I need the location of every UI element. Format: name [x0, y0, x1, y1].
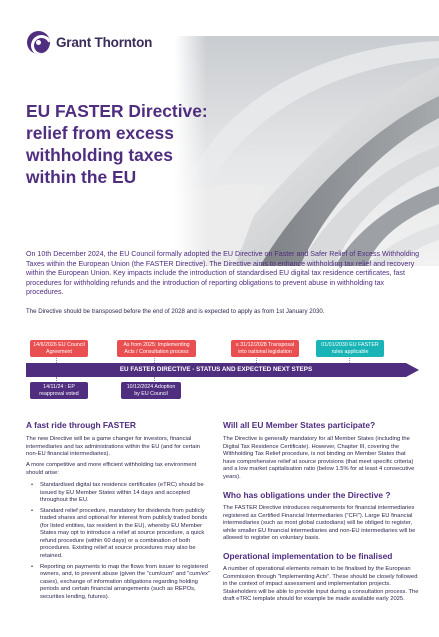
timeline-title: EU FASTER DIRECTIVE - STATUS AND EXPECTED NEXT STEPS [119, 366, 313, 373]
list-item: • Standard relief procedure, mandatory for dividends from publicly traded shares and optional for interest from publicly traded bonds (for listed entities, tax resident in the EU), whereby EU Member States may opt to introduce a relief at source procedure, a quick refund procedure (within 60 days) or a combination of both procedures. Existing relief at source procedures may also be retained. [30, 508, 212, 561]
grant-thornton-logo [27, 31, 152, 54]
timeline-milestone: As from 2025: Implementing Acts / Consultation process [117, 340, 196, 357]
section-paragraph: A number of operational elements remain to be finalised by the European Commission through "Implementing Acts". These should be closely followed in the context of impact assessment and implementation projects. Stakeholders will be able to provide input during a consultation process. The draft eTRC template should for example be made available early 2025. [223, 566, 419, 602]
timeline-milestone: ≤ 31/12/2028 Transposal into national legislation [231, 340, 299, 357]
section-paragraph: A more competitive and more efficient withholding tax environment should arise: [26, 462, 197, 476]
transposition-note: The Directive should be transposed before the end of 2028 and is expected to apply as from 1st January 2030. [26, 308, 325, 315]
section-heading-implementation: Operational implementation to be finalised [223, 551, 393, 561]
benefits-list [30, 482, 212, 604]
timeline-milestone: 14/11/24 : EP reapproval voted [30, 382, 88, 399]
section-heading-obligations: Who has obligations under the Directive ? [223, 490, 391, 500]
timeline-milestone: 10/12/2024 Adoption by EU Council [121, 382, 181, 399]
section-paragraph: The FASTER Directive introduces requirements for financial intermediaries registered as Certified Financial Intermediaries ("CFI"). Large EU financial intermediaries (such as most global custodians) will be obliged to register, while smaller EU financial intermediaries and non-EU intermediaries will be allowed to register on voluntary basis. [223, 505, 416, 541]
timeline-milestone: 01/01/2030 EU FASTER rules applicable [316, 340, 384, 357]
list-item: • Reporting on payments to map the flows from issuer to registered owners, and, to prevent abuse (given the "cum/cum" and "cum/ex" cases), exchange of information obligations regarding holding periods and certain financial arrangements (such as REPOs, securities lending, futures). [30, 564, 212, 602]
intro-paragraph: On 10th December 2024, the EU Council formally adopted the EU Directive on Faster and Safer Relief of Excess Withholding Taxes within the European Union (the FASTER Directive). The Directive aims to enhance withholding tax relief and recovery within the European Union. Key impacts include the introduction of standardised EU digital tax residence certificates, fast procedures for withholding refunds and the introduction of reporting obligations to prevent abuse in withholding tax procedures. [26, 250, 420, 297]
section-heading-fast-ride: A fast ride through FASTER [26, 420, 136, 430]
list-item: • Standardised digital tax residence certificates (eTRC) should be issued by EU Member States within 14 days and accepted throughout the EU. [30, 482, 212, 505]
page-title: EU FASTER Directive: relief from excess withholding taxes within the EU [26, 101, 208, 187]
grant-thornton-mark-icon [27, 31, 50, 54]
brand-name: Grant Thornton [56, 35, 153, 50]
section-heading-participation: Will all EU Member States participate? [223, 420, 376, 430]
section-paragraph: The new Directive will be a game changer for investors, financial intermediaries and tax administrations within the EU (and for certain non-EU financial intermediaries). [26, 436, 200, 457]
section-paragraph: The Directive is generally mandatory for all Member States (including the Digital Tax Residence Certificate). However, Chapter III, covering the Withholding Tax Relief procedure, is not binding on Member States that have comprehensive relief at source provisions (that meet specific criteria) and a low market capitalisation ratio (below 1.5% for at least 4 consecutive years). [223, 436, 415, 480]
timeline-milestone: 14/6/2026 EU Council Agreement [30, 340, 88, 357]
